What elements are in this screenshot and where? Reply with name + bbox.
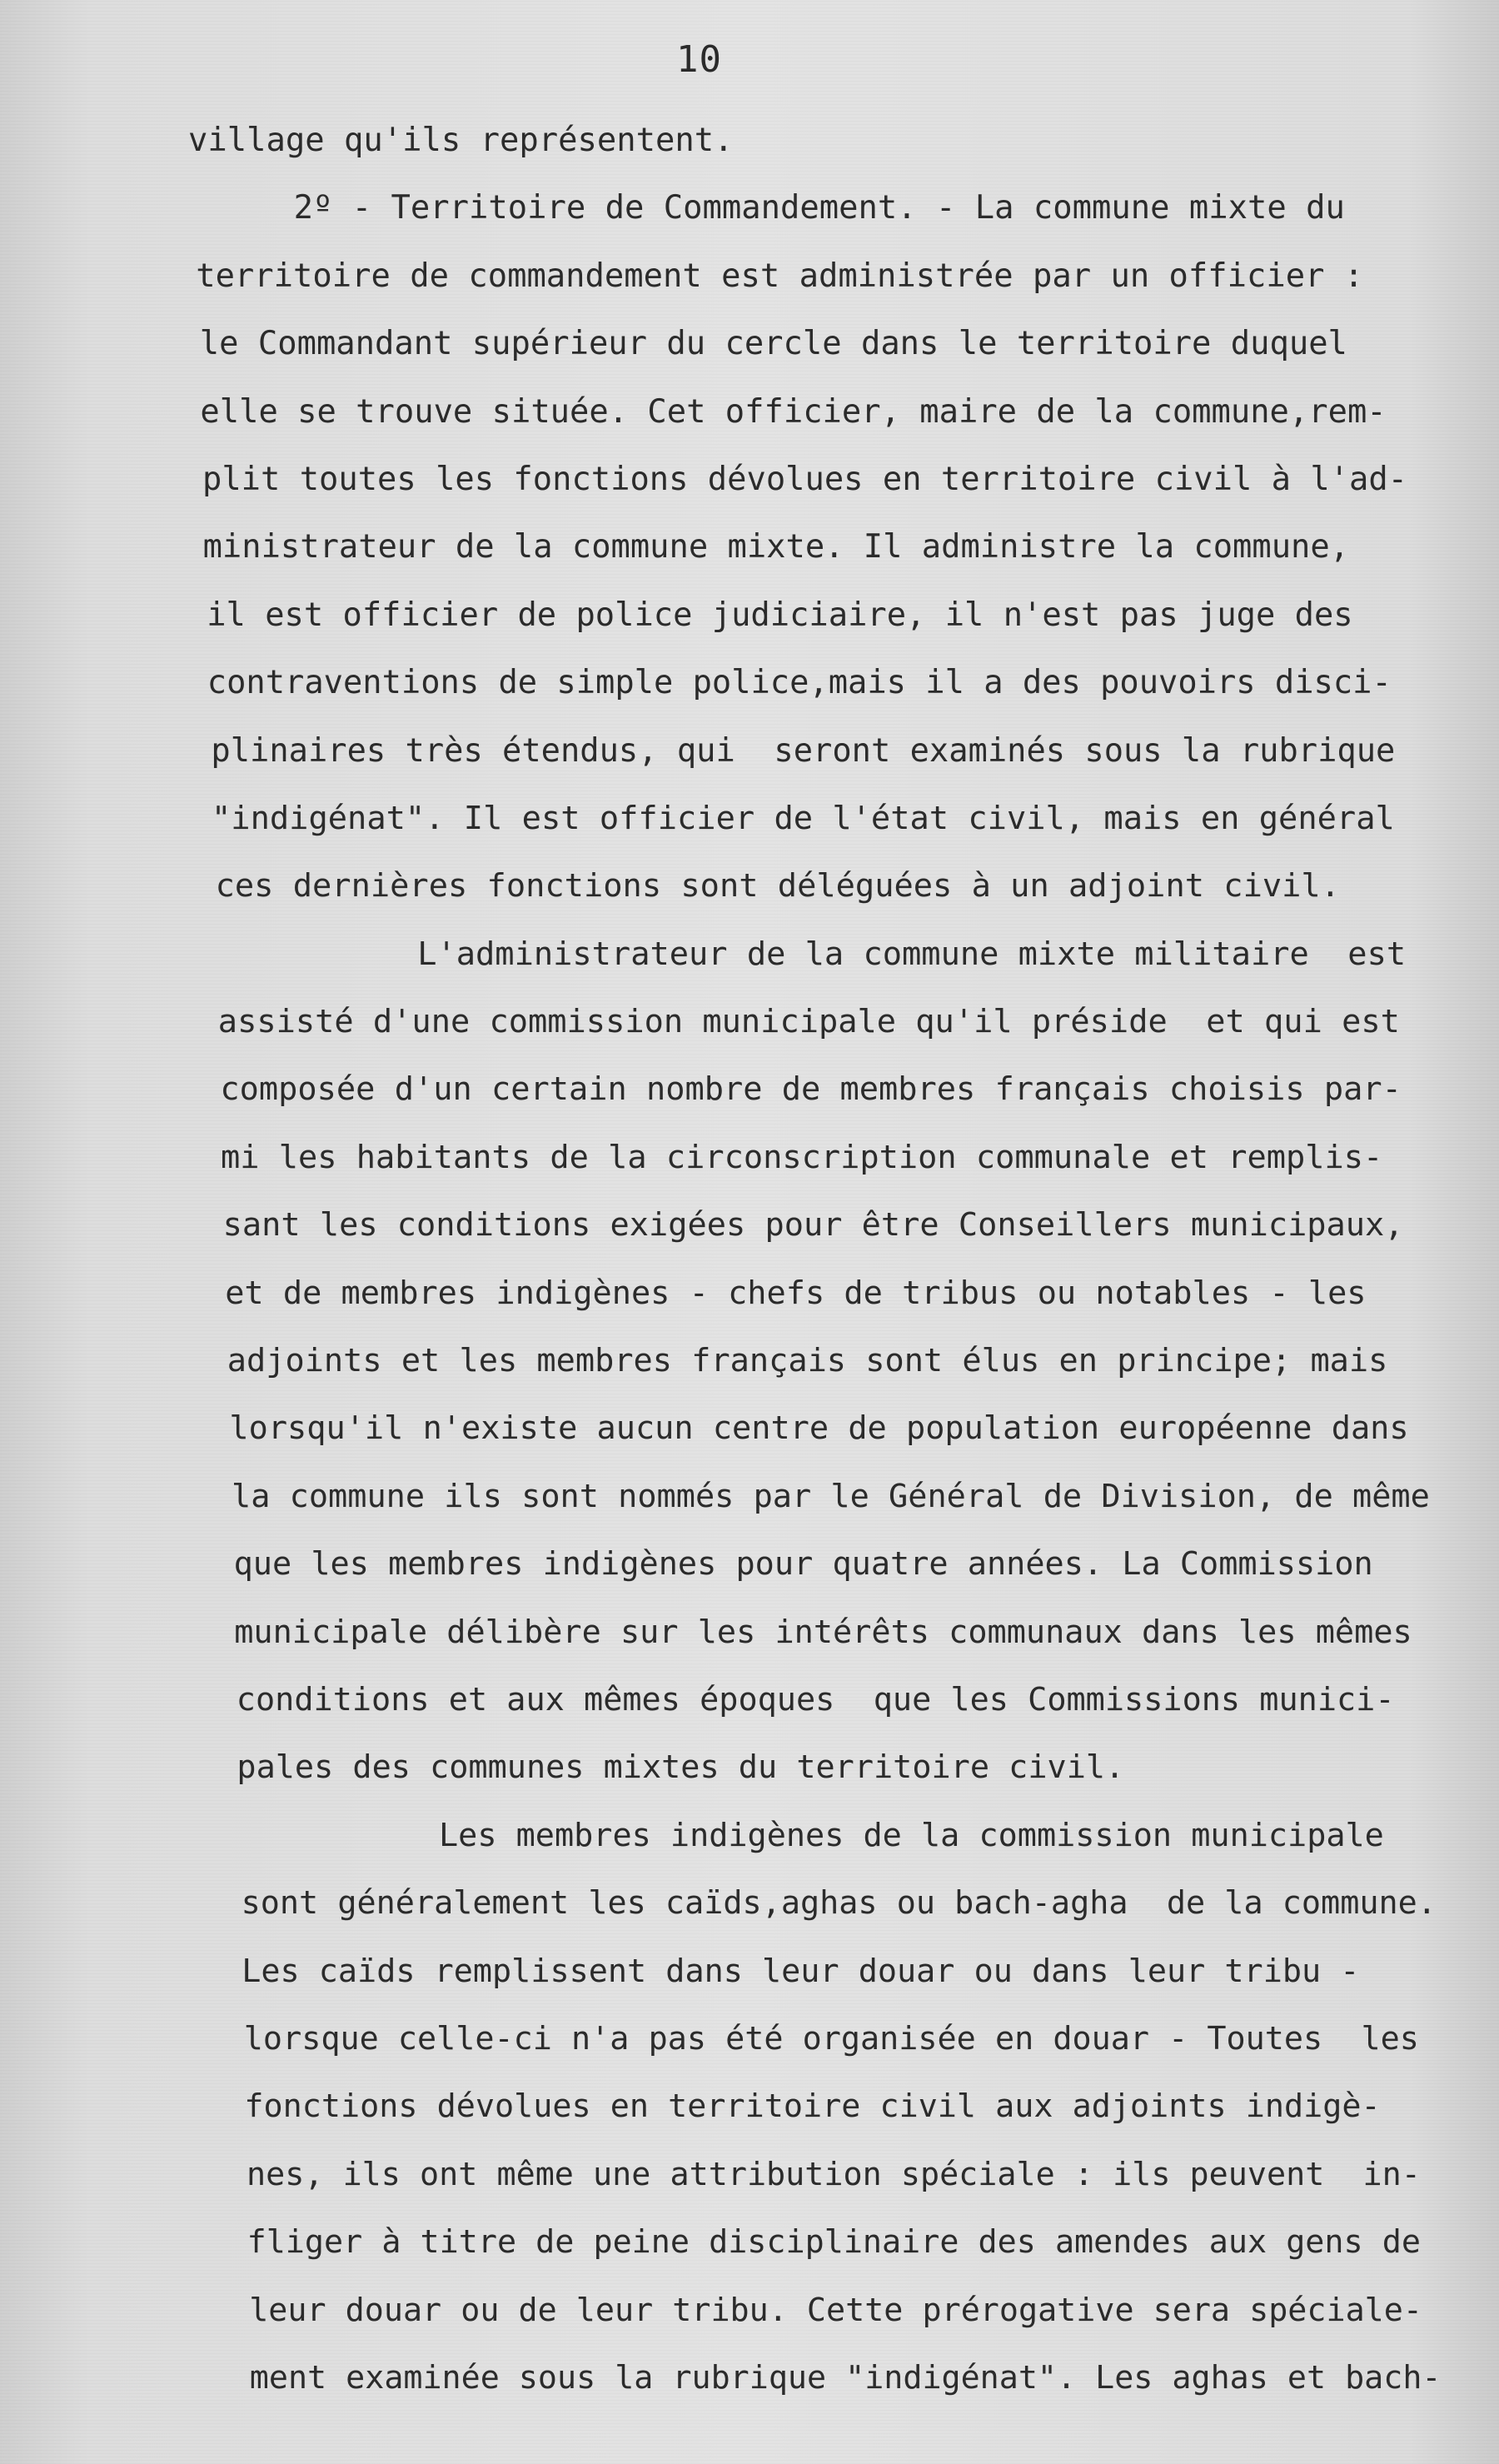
text-line: conditions et aux mêmes époques que les Commissions munici-: [236, 1680, 1395, 1718]
text-line: lorsqu'il n'existe aucun centre de population européenne dans: [229, 1409, 1409, 1448]
text-line: ment examinée sous la rubrique "indigénat". Les aghas et bach-: [249, 2358, 1442, 2397]
text-line: lorsque celle-ci n'a pas été organisée en douar - Toutes les: [243, 2019, 1419, 2057]
text-line: composée d'un certain nombre de membres français choisis par-: [220, 1070, 1402, 1109]
text-line: sant les conditions exigées pour être Conseillers municipaux,: [222, 1206, 1404, 1244]
text-line: Les membres indigènes de la commission municipale: [439, 1816, 1384, 1854]
text-line: que les membres indigènes pour quatre années. La Commission: [233, 1545, 1373, 1584]
text-line: ministrateur de la commune mixte. Il administre la commune,: [202, 528, 1350, 566]
text-line: le Commandant supérieur du cercle dans le territoire duquel: [199, 325, 1347, 363]
text-line: pales des communes mixtes du territoire civil.: [237, 1748, 1125, 1787]
text-line: fonctions dévolues en territoire civil aux adjoints indigè-: [244, 2087, 1381, 2126]
text-line: fliger à titre de peine disciplinaire des amendes aux gens de: [247, 2223, 1421, 2262]
text-line: village qu'ils représentent.: [188, 122, 734, 159]
text-line: "indigénat". Il est officier de l'état civil, mais en général: [212, 799, 1395, 837]
text-line: 2º - Territoire de Commandement. - La commune mixte du: [293, 189, 1345, 227]
text-line: adjoints et les membres français sont élus en principe; mais: [227, 1342, 1388, 1380]
text-line: elle se trouve située. Cet officier, maire de la commune,rem-: [200, 392, 1387, 431]
text-line: nes, ils ont même une attribution spéciale : ils peuvent in-: [247, 2155, 1421, 2193]
text-line: L'administrateur de la commune mixte militaire est: [417, 935, 1407, 973]
page-number: 10: [676, 38, 722, 81]
text-line: et de membres indigènes - chefs de tribus ou notables - les: [225, 1274, 1367, 1312]
text-line: Les caïds remplissent dans leur douar ou dans leur tribu -: [242, 1952, 1360, 1990]
text-line: ces dernières fonctions sont déléguées à un adjoint civil.: [215, 867, 1340, 905]
text-line: contraventions de simple police,mais il a des pouvoirs disci-: [207, 664, 1392, 702]
text-line: plinaires très étendus, qui seront examinés sous la rubrique: [211, 731, 1396, 770]
text-line: leur douar ou de leur tribu. Cette prérogative sera spéciale-: [249, 2291, 1422, 2329]
text-line: il est officier de police judiciaire, il n'est pas juge des: [207, 596, 1353, 634]
text-line: mi les habitants de la circonscription communale et remplis-: [221, 1138, 1383, 1176]
body-text: [188, 107, 1487, 2412]
text-line: la commune ils sont nommés par le Général de Division, de même: [232, 1477, 1430, 1515]
text-line: municipale délibère sur les intérêts communaux dans les mêmes: [234, 1613, 1412, 1651]
text-line: territoire de commandement est administrée par un officier :: [196, 257, 1364, 295]
text-line: assisté d'une commission municipale qu'il préside et qui est: [217, 1003, 1400, 1041]
text-line: plit toutes les fonctions dévolues en territoire civil à l'ad-: [202, 460, 1408, 498]
text-line: sont généralement les caïds,aghas ou bach-agha de la commune.: [241, 1884, 1437, 1923]
